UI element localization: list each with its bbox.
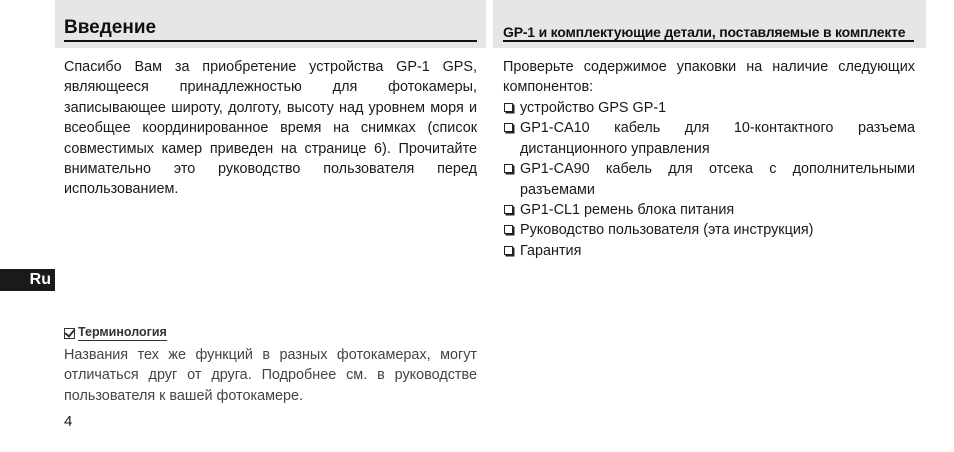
package-contents-lead: Проверьте содержимое упаковки на наличие следующих компонентов:	[503, 59, 915, 96]
page-number: 4	[64, 413, 73, 430]
check-mark-icon	[64, 328, 75, 339]
package-contents-heading-bar	[493, 0, 926, 48]
package-contents-list	[503, 98, 915, 261]
checkbox-icon	[504, 225, 513, 234]
checkbox-icon	[504, 205, 513, 214]
introduction-heading-bar	[55, 0, 486, 48]
list-item	[503, 118, 915, 159]
list-item-label: Руководство пользователя (эта инструкция)	[520, 222, 814, 239]
note-text: Названия тех же функций в разных фотокамерах, могут отличаться друг от друга. Подробнее см. в руководстве пользователя к вашей фотокамере.	[64, 347, 477, 404]
note-title	[64, 325, 167, 341]
checkbox-icon	[504, 103, 513, 112]
list-item	[503, 98, 915, 118]
list-item	[503, 220, 915, 240]
language-tab: Ru	[0, 269, 55, 291]
checkbox-icon	[504, 164, 513, 173]
list-item-label: GP1-CA10 кабель для 10-контактного разъема дистанционного управления	[520, 120, 915, 157]
note-title-label: Терминология	[78, 325, 167, 339]
checkbox-icon	[504, 246, 513, 255]
introduction-heading: Введение	[64, 18, 477, 42]
list-item	[503, 241, 915, 261]
list-item	[503, 200, 915, 220]
list-item	[503, 159, 915, 200]
package-contents-heading: GP-1 и комплектующие детали, поставляемые в комплекте	[503, 25, 914, 42]
introduction-paragraph: Спасибо Вам за приобретение устройства GP-1 GPS, являющееся принадлежностью для фотокамеры, записывающее широту, долготу, высоту над уровнем моря и всеобщее координированное время на снимках (список совместимых камер приведен на странице 6). Прочитайте внимательно это руководство пользователя перед использованием.	[64, 59, 477, 198]
list-item-label: устройство GPS GP-1	[520, 100, 667, 116]
list-item-label: GP1-CA90 кабель для отсека с дополнительными разъемами	[520, 161, 915, 198]
list-item-label: GP1-CL1 ремень блока питания	[520, 202, 735, 219]
list-item-label: Гарантия	[520, 242, 582, 259]
checkbox-icon	[504, 123, 513, 132]
